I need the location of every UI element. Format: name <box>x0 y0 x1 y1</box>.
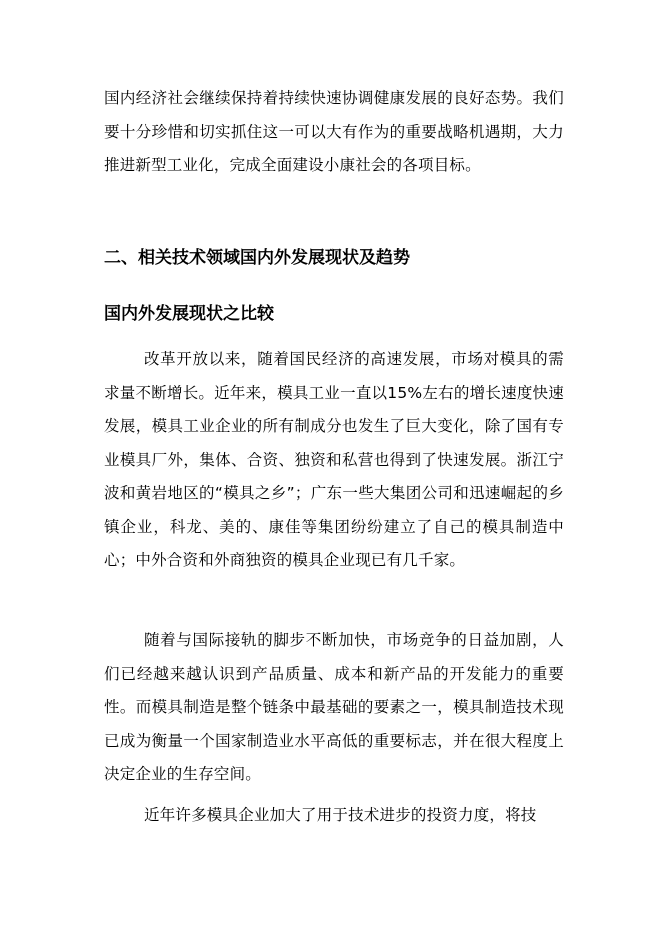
subsection-heading: 国内外发展现状之比较 <box>104 304 274 324</box>
body-paragraph-3: 近年许多模具企业加大了用于技术进步的投资力度，将技 <box>144 806 537 824</box>
body-paragraph-2: 随着与国际接轨的脚步不断加快，市场竞争的日益加剧，人们已经越来越认识到产品质量、成本和新产品的开发能力的重要性。而模具制造是整个链条中最基础的要素之一，模具制造技术现已成为衡量一个国家制造业水平高低的重要标志，并在很大程度上决定企业的生存空间。 <box>104 631 564 783</box>
intro-paragraph: 国内经济社会继续保持着持续快速协调健康发展的良好态势。我们要十分珍惜和切实抓住这一可以大有作为的重要战略机遇期，大力推进新型工业化，完成全面建设小康社会的各项目标。 <box>104 89 564 174</box>
body-paragraph-1: 改革开放以来，随着国民经济的高速发展，市场对模具的需求量不断增长。近年来，模具工业一直以15%左右的增长速度快速发展，模具工业企业的所有制成分也发生了巨大变化，除了国有专业模具厂外，集体、合资、独资和私营也得到了快速发展。浙江宁波和黄岩地区的“模具之乡”；广东一些大集团公司和迅速崛起的乡镇企业，科龙、美的、康佳等集团纷纷建立了自己的模具制造中心；中外合资和外商独资的模具企业现已有几千家。 <box>104 350 565 569</box>
section-heading: 二、相关技术领域国内外发展现状及趋势 <box>104 248 410 268</box>
